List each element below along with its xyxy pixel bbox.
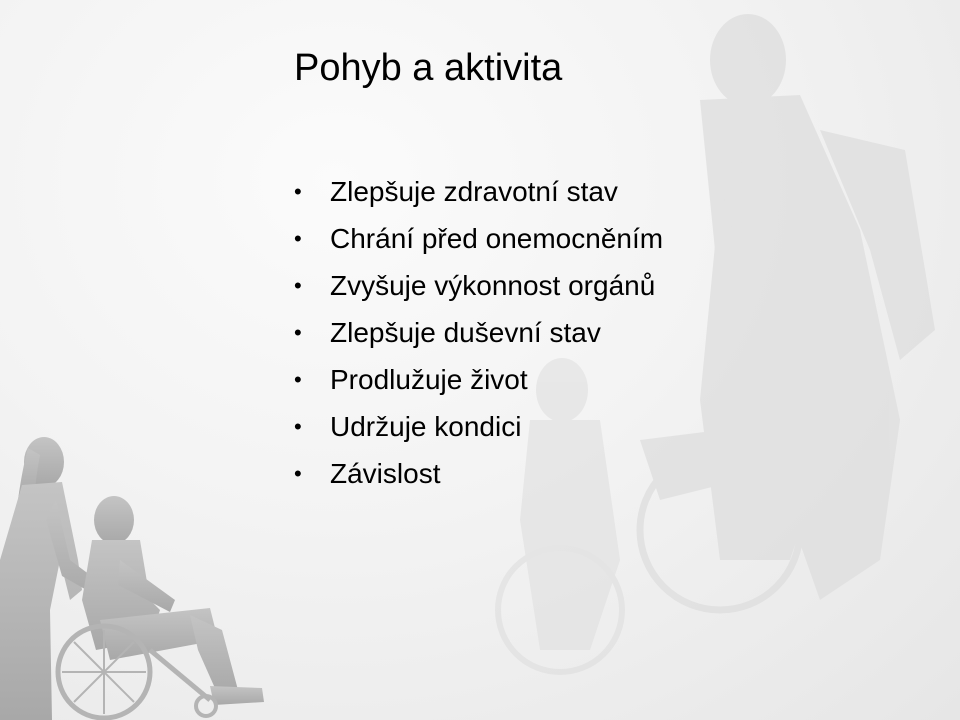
bullet-dot-icon: •: [294, 179, 302, 204]
bullet-dot-icon: •: [294, 320, 302, 345]
bullet-item-fitness: [290, 407, 663, 454]
bullet-list: [290, 172, 663, 501]
front-silhouette: [0, 437, 264, 720]
bullet-dot-icon: •: [294, 273, 302, 298]
background-figure-right: [640, 14, 935, 610]
bullet-item-longevity: [290, 360, 663, 407]
bullet-item-addiction: [290, 454, 663, 501]
bullet-text: Zlepšuje zdravotní stav: [330, 176, 618, 207]
bullet-text: Zlepšuje duševní stav: [330, 317, 601, 348]
bullet-item-prevention: [290, 219, 663, 266]
bullet-dot-icon: •: [294, 226, 302, 251]
bullet-dot-icon: •: [294, 461, 302, 486]
bullet-dot-icon: •: [294, 414, 302, 439]
slide-title: Pohyb a aktivita: [294, 47, 563, 89]
bullet-text: Zvyšuje výkonnost orgánů: [330, 270, 656, 301]
bullet-text: Chrání před onemocněním: [330, 223, 664, 254]
bullet-text: Závislost: [330, 458, 441, 489]
bullet-text: Udržuje kondici: [330, 411, 522, 442]
bullet-text: Prodlužuje život: [330, 364, 528, 395]
bullet-item-health: [290, 172, 663, 219]
bullet-item-organ-performance: [290, 266, 663, 313]
bullet-dot-icon: •: [294, 367, 302, 392]
bullet-item-mental-health: [290, 313, 663, 360]
